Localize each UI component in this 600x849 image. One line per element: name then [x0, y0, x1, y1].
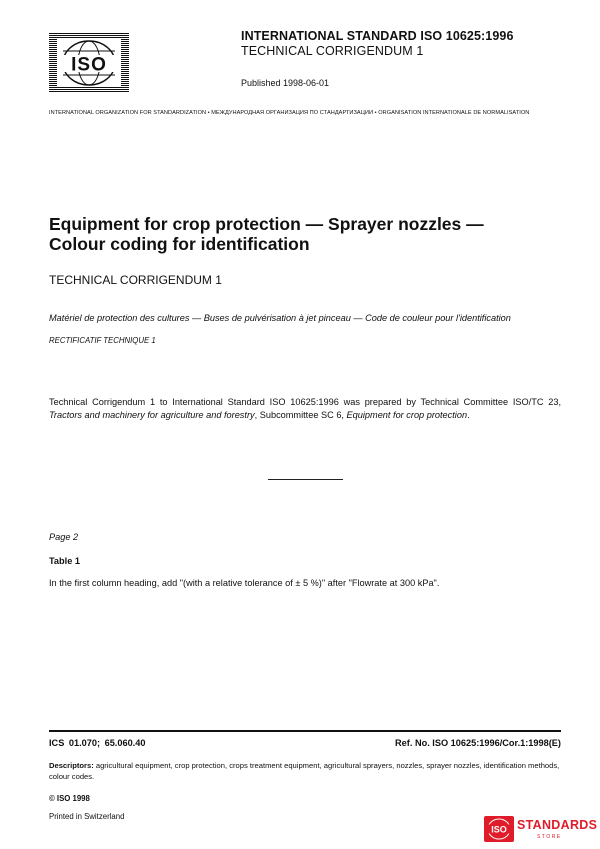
printed-location: Printed in Switzerland	[49, 812, 125, 821]
section-divider	[268, 479, 343, 480]
iso-logo-text: ISO	[71, 54, 107, 76]
intro-part2: , Subcommittee SC 6,	[254, 409, 347, 420]
intro-committee: Tractors and machinery for agriculture and forestry	[49, 409, 255, 420]
descriptors-label: Descriptors:	[49, 761, 94, 770]
document-title	[49, 214, 559, 254]
descriptors-text: agricultural equipment, crop protection, crops treatment equipment, agricultural sprayers, nozzles, sprayer nozzles, identification methods, colour codes.	[49, 761, 560, 781]
store-badge-text: ISO	[491, 824, 507, 835]
intro-subcommittee: Equipment for crop protection	[346, 409, 468, 420]
intro-part1: Technical Corrigendum 1 to International Standard ISO 10625:1996 was prepared by Technical Committee ISO/TC 23,	[49, 397, 561, 407]
intro-paragraph	[49, 396, 561, 422]
page-reference: Page 2	[49, 532, 79, 542]
tc-heading: TECHNICAL CORRIGENDUM 1	[49, 273, 222, 287]
table-reference: Table 1	[49, 556, 80, 566]
french-tc: RECTIFICATIF TECHNIQUE 1	[49, 336, 156, 345]
organization-line: INTERNATIONAL ORGANIZATION FOR STANDARDIZATION • МЕЖДУНАРОДНАЯ ОРГАНИЗАЦИЯ ПО СТАНДАРТИЗАЦИИ • ORGANISATION INTERNATIONALE DE NORMALISATION	[49, 110, 530, 116]
copyright: © ISO 1998	[49, 794, 90, 803]
ics-code: ICS 01.070; 65.060.40	[49, 738, 146, 748]
standards-store-badge	[484, 816, 598, 842]
french-title: Matériel de protection des cultures — Buses de pulvérisation à jet pinceau — Code de couleur pour l'identification	[49, 313, 511, 323]
document-title-line1: Equipment for crop protection — Sprayer nozzles —	[49, 214, 484, 234]
reference-number: Ref. No. ISO 10625:1996/Cor.1:1998(E)	[395, 738, 561, 748]
footer-divider	[49, 730, 561, 732]
published-date: Published 1998-06-01	[241, 78, 330, 88]
correction-instruction: In the first column heading, add "(with a relative tolerance of ± 5 %)" after "Flowrate at 300 kPa".	[49, 578, 440, 588]
standard-title: INTERNATIONAL STANDARD ISO 10625:1996	[241, 29, 514, 43]
iso-logo	[49, 33, 129, 93]
document-title-line2: Colour coding for identification	[49, 234, 310, 254]
store-sub: STORE	[537, 834, 562, 840]
store-word: STANDARDS	[517, 818, 598, 832]
intro-part3: .	[467, 409, 470, 420]
corrigendum-label: TECHNICAL CORRIGENDUM 1	[241, 44, 424, 58]
store-badge-logo	[484, 816, 514, 842]
descriptors	[49, 761, 561, 782]
